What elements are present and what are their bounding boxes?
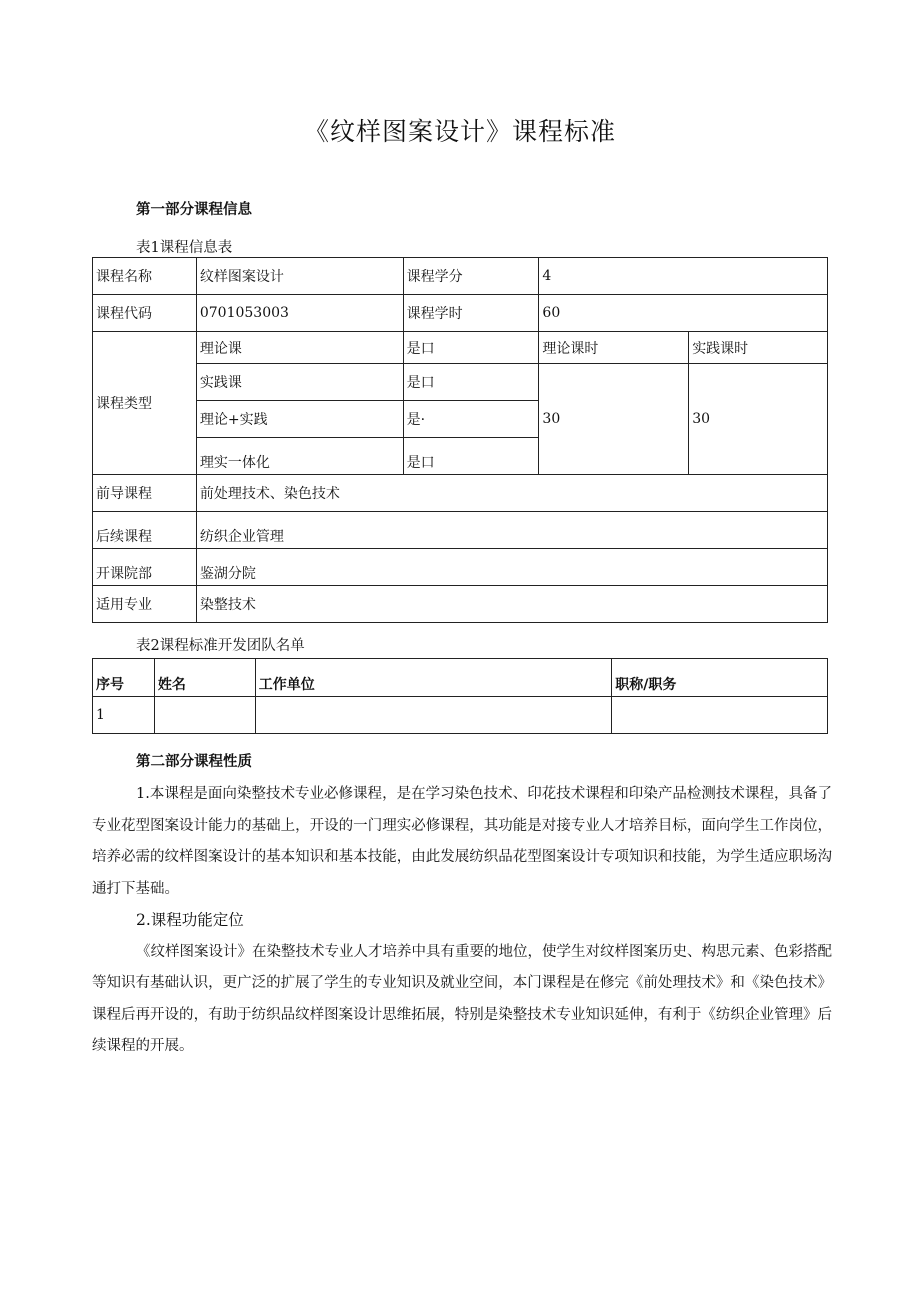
cell-type-mark: 是· [403, 401, 539, 438]
cell-label-practice-hours: 实践课时 [689, 332, 828, 364]
cell-followup: 纺织企业管理 [196, 512, 827, 549]
cell-type-name: 理论+实践 [196, 401, 403, 438]
cell-label-course-code: 课程代码 [93, 295, 197, 332]
cell-type-name: 理实一体化 [196, 438, 403, 475]
team-list-table [92, 658, 828, 734]
cell-prereq: 前处理技术、染色技术 [196, 475, 827, 512]
page-title: 《纹样图案设计》课程标准 [303, 117, 616, 146]
cell-course-code: 0701053003 [196, 295, 403, 332]
cell-major: 染整技术 [196, 586, 827, 623]
cell-label-course-type: 课程类型 [93, 332, 197, 475]
course-info-table [92, 257, 828, 623]
cell-hours: 60 [539, 295, 828, 332]
section-heading-part1: 第一部分课程信息 [136, 202, 252, 218]
table2-caption: 表2课程标准开发团队名单 [136, 638, 305, 654]
cell-label-credit: 课程学分 [403, 258, 539, 295]
cell-label-course-name: 课程名称 [93, 258, 197, 295]
cell-label-theory-hours: 理论课时 [539, 332, 689, 364]
table-cell [255, 697, 611, 734]
cell-label-dept: 开课院部 [93, 549, 197, 586]
paragraph-function-heading: 2.课程功能定位 [136, 911, 244, 929]
cell-practice-hours: 30 [689, 364, 828, 475]
header-cell: 序号 [93, 659, 155, 697]
cell-type-name: 实践课 [196, 364, 403, 401]
cell-type-mark: 是口 [403, 364, 539, 401]
paragraph-course-nature: 1.本课程是面向染整技术专业必修课程，是在学习染色技术、印花技术课程和印染产品检测技术课程，具备了专业花型图案设计能力的基础上，开设的一门理实必修课程，其功能是对接专业人才培养目标，面向学生工作岗位，培养必需的纹样图案设计的基本知识和基本技能，由此发展纺织品花型图案设计专项知识和技能，为学生适应职场沟通打下基础。 [92, 786, 832, 897]
cell-credit: 4 [539, 258, 828, 295]
header-cell: 姓名 [154, 659, 255, 697]
table-cell [612, 697, 828, 734]
cell-dept: 鉴湖分院 [196, 549, 827, 586]
cell-theory-hours: 30 [539, 364, 689, 475]
cell-label-prereq: 前导课程 [93, 475, 197, 512]
cell-type-mark: 是口 [403, 438, 539, 475]
cell-course-name: 纹样图案设计 [196, 258, 403, 295]
section-heading-part2: 第二部分课程性质 [136, 754, 252, 770]
table1-caption: 表1课程信息表 [136, 240, 233, 256]
header-cell: 工作单位 [255, 659, 611, 697]
header-cell: 职称/职务 [612, 659, 828, 697]
paragraph-function-positioning: 《纹样图案设计》在染整技术专业人才培养中具有重要的地位，使学生对纹样图案历史、构思元素、色彩搭配等知识有基础认识，更广泛的扩展了学生的专业知识及就业空间，本门课程是在修完《前处理技术》和《染色技术》课程后再开设的，有助于纺织品纹样图案设计思维拓展，特别是染整技术专业知识延伸，有利于《纺织企业管理》后续课程的开展。 [92, 943, 832, 1054]
table-cell: 1 [93, 697, 155, 734]
course-nature-text [92, 779, 832, 1063]
cell-label-followup: 后续课程 [93, 512, 197, 549]
cell-type-mark: 是口 [403, 332, 539, 364]
table-cell [154, 697, 255, 734]
cell-type-name: 理论课 [196, 332, 403, 364]
table-row [93, 697, 828, 734]
cell-label-hours: 课程学时 [403, 295, 539, 332]
cell-label-major: 适用专业 [93, 586, 197, 623]
